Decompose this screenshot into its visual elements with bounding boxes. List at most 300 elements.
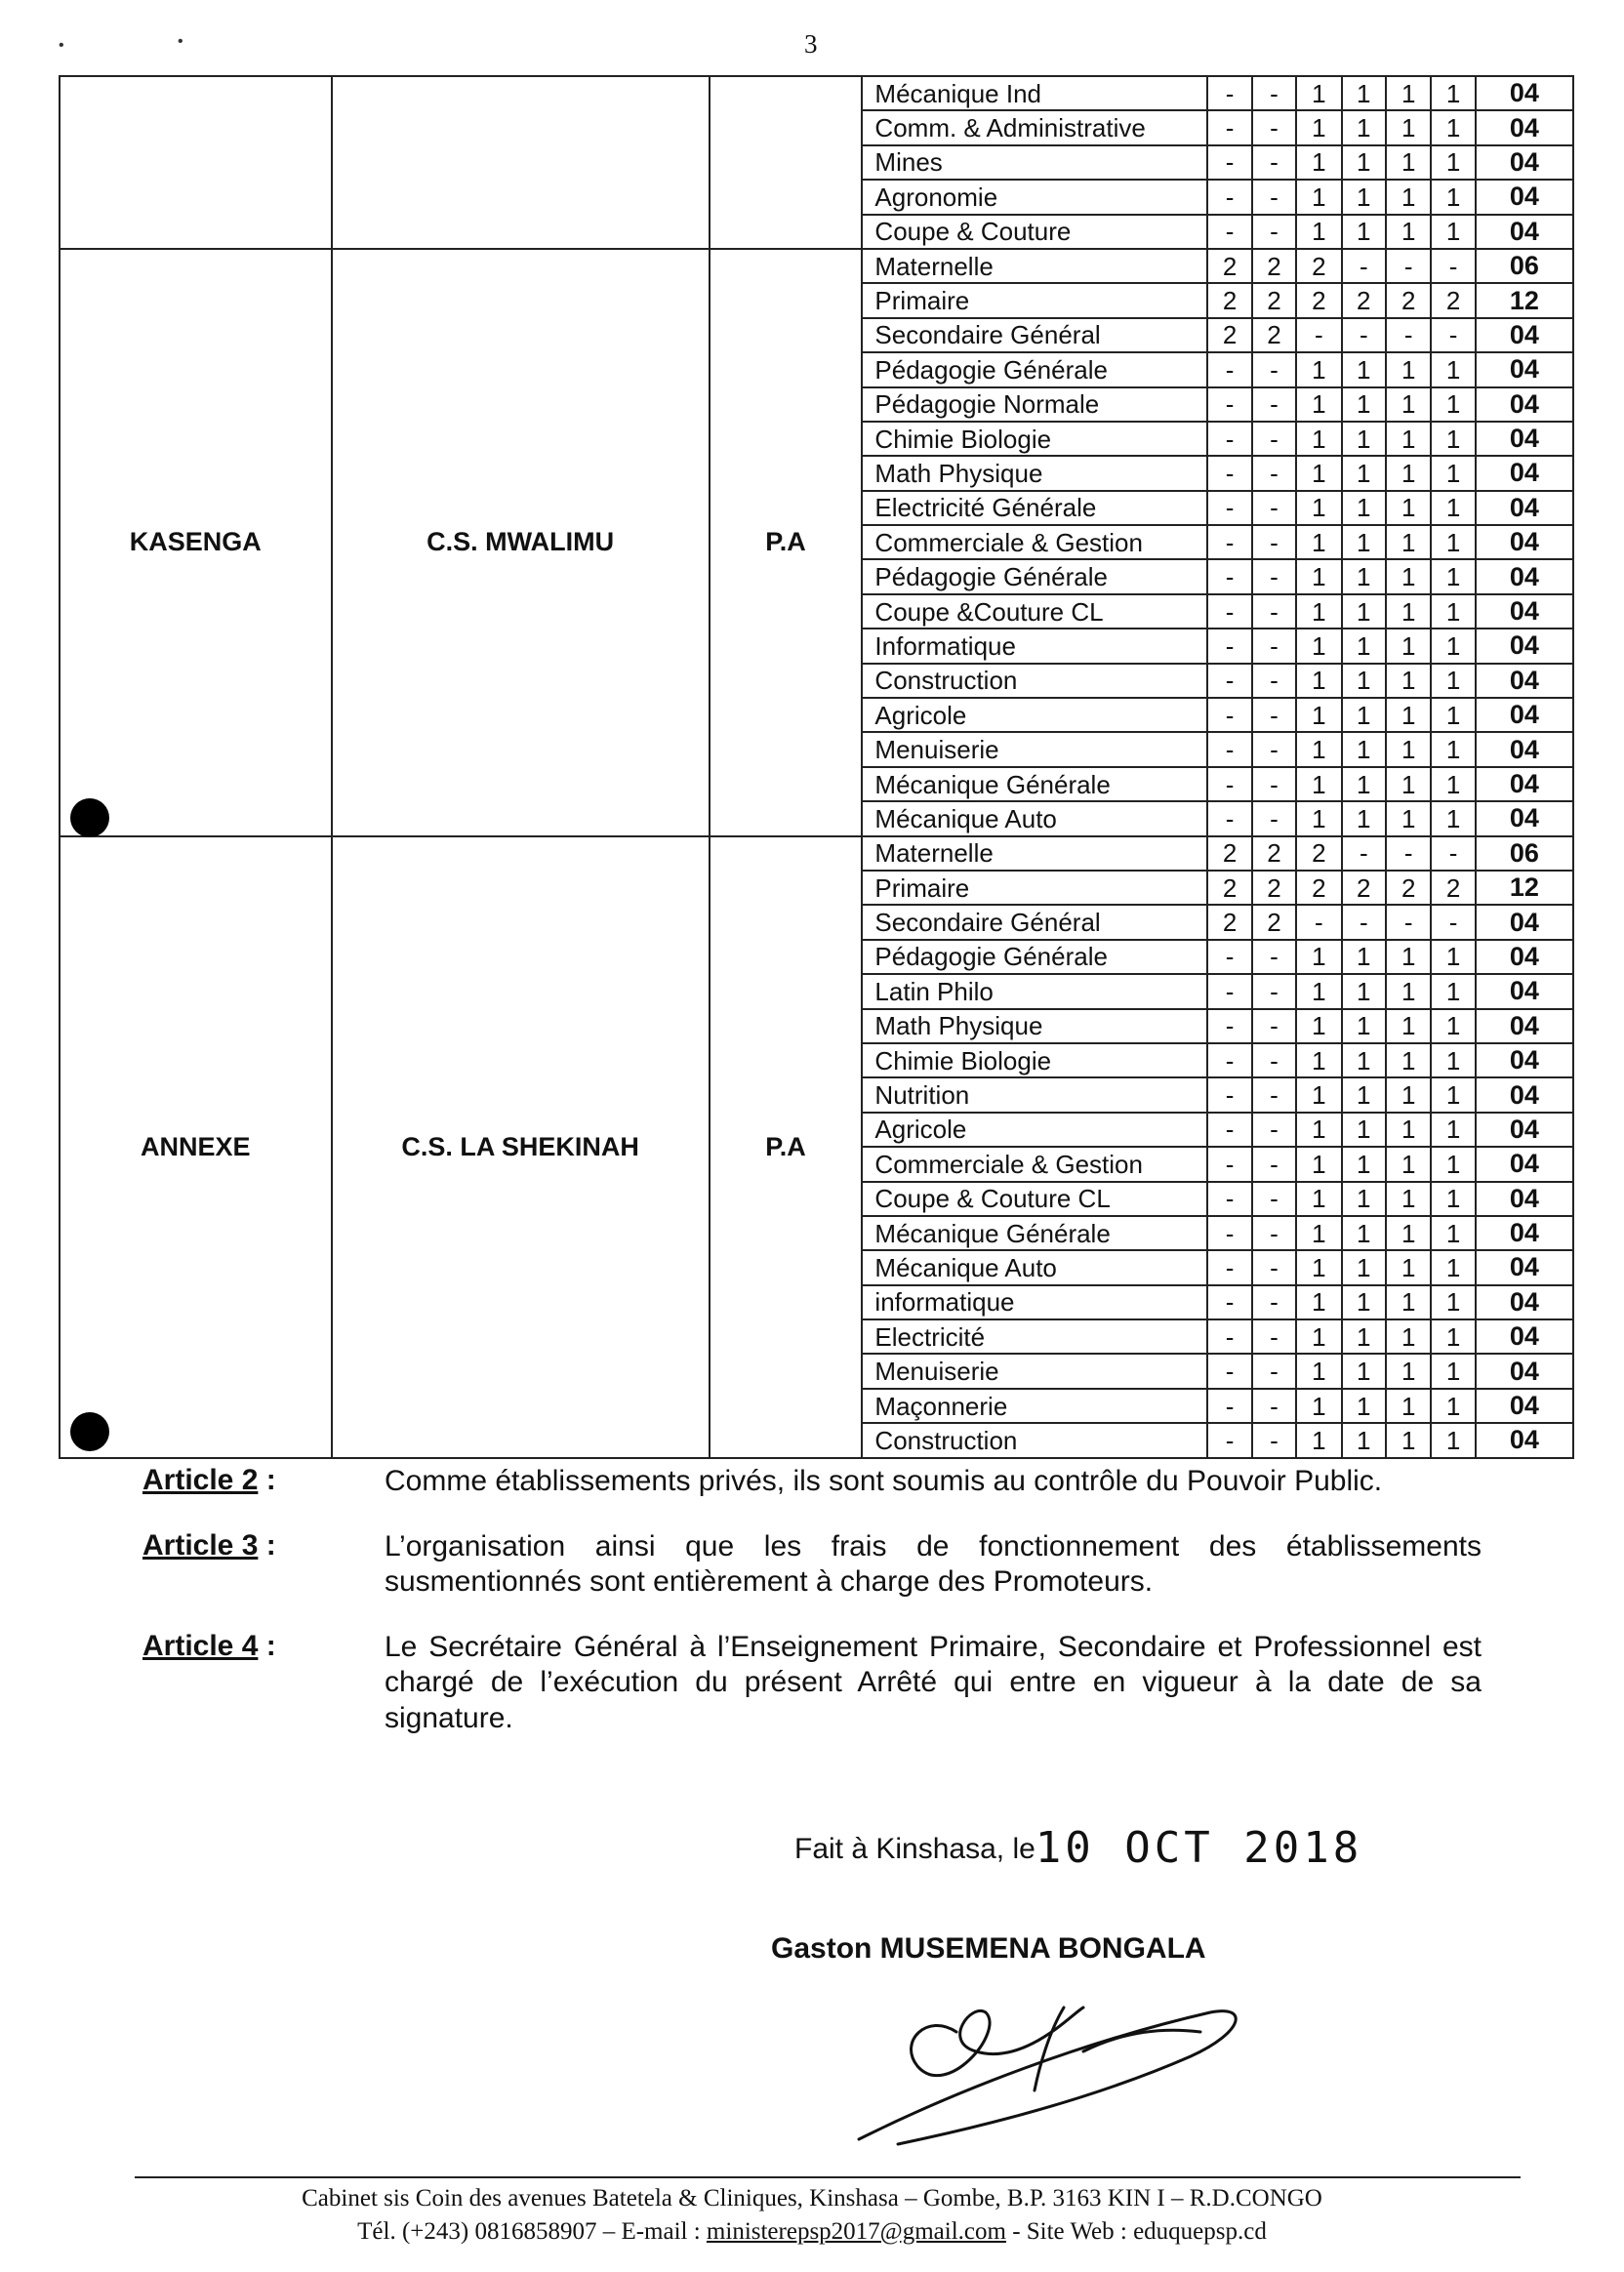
class-count-cell: 2 (1342, 283, 1386, 317)
total-cell: 04 (1476, 594, 1573, 629)
class-count-cell: - (1207, 629, 1251, 663)
class-count-cell: 1 (1296, 559, 1341, 593)
class-count-cell: - (1207, 1389, 1251, 1423)
class-count-cell: - (1207, 1043, 1251, 1077)
class-count-cell: 1 (1431, 594, 1475, 629)
class-count-cell: 1 (1386, 594, 1431, 629)
class-count-cell: 1 (1386, 1113, 1431, 1147)
article-label: Article 4 (142, 1629, 259, 1662)
class-count-cell: 1 (1342, 974, 1386, 1008)
regime-cell (710, 76, 863, 249)
class-count-cell: 1 (1431, 1250, 1475, 1284)
filiere-cell: Mécanique Générale (862, 1216, 1207, 1250)
class-count-cell: 1 (1296, 1216, 1341, 1250)
punch-hole (70, 1412, 109, 1451)
class-count-cell: - (1342, 249, 1386, 283)
class-count-cell: - (1252, 594, 1296, 629)
class-count-cell: 1 (1431, 456, 1475, 490)
class-count-cell: 1 (1431, 1389, 1475, 1423)
class-count-cell: 1 (1342, 664, 1386, 698)
total-cell: 04 (1476, 352, 1573, 386)
class-count-cell: - (1252, 1182, 1296, 1216)
class-count-cell: 1 (1342, 352, 1386, 386)
class-count-cell: 2 (1252, 905, 1296, 939)
article-4: Article 4 : Le Secrétaire Général à l’Enseignement Primaire, Secondaire et Professionnel est chargé de l’exécution du présent Arrêté qui entre en vigueur à la date de sa signature. (142, 1630, 1482, 1737)
class-count-cell: 1 (1431, 732, 1475, 766)
table-row (60, 76, 1573, 110)
article-text: Le Secrétaire Général à l’Enseignement Primaire, Secondaire et Professionnel est chargé de l’exécution du présent Arrêté qui entre en vigueur à la date de sa signature. (385, 1630, 1482, 1734)
class-count-cell: - (1207, 1354, 1251, 1388)
total-cell: 04 (1476, 767, 1573, 801)
class-count-cell: - (1207, 456, 1251, 490)
total-cell: 04 (1476, 525, 1573, 559)
commune-cell (60, 76, 332, 249)
class-count-cell: 1 (1386, 110, 1431, 144)
class-count-cell: 1 (1342, 422, 1386, 456)
class-count-cell: 1 (1342, 1182, 1386, 1216)
article-label: Article 3 (142, 1528, 259, 1562)
class-count-cell: - (1207, 422, 1251, 456)
filiere-cell: Construction (862, 664, 1207, 698)
class-count-cell: 1 (1431, 180, 1475, 214)
class-count-cell: 2 (1431, 871, 1475, 905)
class-count-cell: 1 (1431, 1319, 1475, 1354)
filiere-cell: Maternelle (862, 836, 1207, 871)
class-count-cell: 1 (1342, 1216, 1386, 1250)
class-count-cell: 1 (1296, 491, 1341, 525)
school-cell: C.S. MWALIMU (332, 249, 710, 836)
total-cell: 04 (1476, 1285, 1573, 1319)
commune-cell: ANNEXE (60, 836, 332, 1458)
class-count-cell: - (1252, 145, 1296, 180)
class-count-cell: - (1252, 456, 1296, 490)
class-count-cell: 1 (1386, 1077, 1431, 1112)
handwritten-signature (839, 1973, 1249, 2159)
footer (0, 2182, 1624, 2249)
class-count-cell: 1 (1296, 352, 1341, 386)
scan-mark: • (59, 37, 64, 54)
class-count-cell: - (1207, 974, 1251, 1008)
class-count-cell: 1 (1386, 422, 1431, 456)
class-count-cell: 1 (1431, 1009, 1475, 1043)
classes-table (59, 75, 1574, 1459)
class-count-cell: 2 (1296, 249, 1341, 283)
class-count-cell: 1 (1342, 76, 1386, 110)
filiere-cell: Maternelle (862, 249, 1207, 283)
class-count-cell: 1 (1386, 456, 1431, 490)
class-count-cell: 1 (1296, 698, 1341, 732)
filiere-cell: Secondaire Général (862, 318, 1207, 352)
class-count-cell: 1 (1386, 180, 1431, 214)
class-count-cell: 1 (1296, 1423, 1341, 1457)
class-count-cell: 1 (1386, 664, 1431, 698)
class-count-cell: 1 (1386, 525, 1431, 559)
class-count-cell: 1 (1386, 974, 1431, 1008)
class-count-cell: - (1386, 249, 1431, 283)
class-count-cell: 1 (1296, 664, 1341, 698)
class-count-cell: - (1207, 732, 1251, 766)
table-row (60, 836, 1573, 871)
class-count-cell: 1 (1296, 732, 1341, 766)
class-count-cell: 1 (1342, 1147, 1386, 1181)
class-count-cell: - (1207, 1147, 1251, 1181)
class-count-cell: 1 (1386, 1250, 1431, 1284)
class-count-cell: 1 (1386, 352, 1431, 386)
total-cell: 04 (1476, 1182, 1573, 1216)
filiere-cell: Pédagogie Normale (862, 387, 1207, 422)
class-count-cell: - (1252, 1250, 1296, 1284)
class-count-cell: 1 (1342, 732, 1386, 766)
class-count-cell: - (1386, 318, 1431, 352)
class-count-cell: - (1431, 905, 1475, 939)
class-count-cell: 1 (1296, 1077, 1341, 1112)
class-count-cell: 1 (1296, 801, 1341, 835)
total-cell: 04 (1476, 664, 1573, 698)
class-count-cell: - (1252, 110, 1296, 144)
filiere-cell: Latin Philo (862, 974, 1207, 1008)
class-count-cell: 1 (1386, 145, 1431, 180)
class-count-cell: - (1207, 698, 1251, 732)
total-cell: 04 (1476, 456, 1573, 490)
class-count-cell: 1 (1342, 1354, 1386, 1388)
class-count-cell: 1 (1296, 1389, 1341, 1423)
class-count-cell: - (1252, 525, 1296, 559)
class-count-cell: - (1207, 1285, 1251, 1319)
filiere-cell: Mécanique Auto (862, 1250, 1207, 1284)
class-count-cell: 1 (1431, 664, 1475, 698)
filiere-cell: Agricole (862, 698, 1207, 732)
filiere-cell: Comm. & Administrative (862, 110, 1207, 144)
class-count-cell: 1 (1296, 940, 1341, 974)
class-count-cell: - (1431, 318, 1475, 352)
class-count-cell: 1 (1342, 698, 1386, 732)
class-count-cell: 2 (1296, 283, 1341, 317)
class-count-cell: 1 (1431, 1113, 1475, 1147)
class-count-cell: 1 (1431, 1354, 1475, 1388)
total-cell: 04 (1476, 1319, 1573, 1354)
class-count-cell: 1 (1386, 215, 1431, 249)
filiere-cell: Mécanique Ind (862, 76, 1207, 110)
class-count-cell: 1 (1342, 594, 1386, 629)
class-count-cell: 2 (1207, 249, 1251, 283)
class-count-cell: 1 (1431, 767, 1475, 801)
total-cell: 04 (1476, 1113, 1573, 1147)
class-count-cell: - (1207, 594, 1251, 629)
class-count-cell: 2 (1296, 836, 1341, 871)
class-count-cell: 2 (1342, 871, 1386, 905)
class-count-cell: 2 (1207, 871, 1251, 905)
class-count-cell: 1 (1386, 940, 1431, 974)
class-count-cell: 1 (1342, 1389, 1386, 1423)
class-count-cell: 1 (1386, 1389, 1431, 1423)
article-text: Comme établissements privés, ils sont soumis au contrôle du Pouvoir Public. (385, 1465, 1383, 1497)
class-count-cell: - (1207, 1319, 1251, 1354)
filiere-cell: Agricole (862, 1113, 1207, 1147)
class-count-cell: - (1252, 664, 1296, 698)
class-count-cell: - (1296, 905, 1341, 939)
class-count-cell: 1 (1431, 145, 1475, 180)
article-2: Article 2 : Comme établissements privés, ils sont soumis au contrôle du Pouvoir Public. (142, 1464, 1482, 1500)
class-count-cell: - (1252, 629, 1296, 663)
class-count-cell: 1 (1296, 1113, 1341, 1147)
regime-cell: P.A (710, 249, 863, 836)
class-count-cell: - (1252, 1147, 1296, 1181)
total-cell: 04 (1476, 1077, 1573, 1112)
class-count-cell: 1 (1386, 1147, 1431, 1181)
filiere-cell: Mines (862, 145, 1207, 180)
filiere-cell: Math Physique (862, 1009, 1207, 1043)
filiere-cell: Menuiserie (862, 1354, 1207, 1388)
class-count-cell: 2 (1252, 318, 1296, 352)
class-count-cell: - (1342, 836, 1386, 871)
class-count-cell: 1 (1386, 698, 1431, 732)
page-number: 3 (804, 29, 818, 59)
filiere-cell: Coupe &Couture CL (862, 594, 1207, 629)
class-count-cell: 1 (1431, 352, 1475, 386)
class-count-cell: 1 (1342, 1319, 1386, 1354)
total-cell: 06 (1476, 249, 1573, 283)
class-count-cell: 1 (1431, 215, 1475, 249)
class-count-cell: 1 (1296, 1250, 1341, 1284)
class-count-cell: 1 (1431, 491, 1475, 525)
class-count-cell: - (1252, 698, 1296, 732)
footer-contact: Tél. (+243) 0816858907 – E-mail : ministerepsp2017@gmail.com - Site Web : eduquepsp.cd (357, 2217, 1267, 2245)
total-cell: 04 (1476, 1250, 1573, 1284)
class-count-cell: 1 (1386, 559, 1431, 593)
filiere-cell: Nutrition (862, 1077, 1207, 1112)
class-count-cell: 1 (1342, 180, 1386, 214)
class-count-cell: 1 (1342, 1043, 1386, 1077)
class-count-cell: - (1207, 387, 1251, 422)
total-cell: 04 (1476, 491, 1573, 525)
class-count-cell: - (1296, 318, 1341, 352)
class-count-cell: - (1431, 249, 1475, 283)
class-count-cell: - (1386, 905, 1431, 939)
total-cell: 04 (1476, 801, 1573, 835)
class-count-cell: 1 (1386, 491, 1431, 525)
class-count-cell: 1 (1342, 387, 1386, 422)
class-count-cell: - (1252, 422, 1296, 456)
class-count-cell: - (1207, 352, 1251, 386)
class-count-cell: 1 (1431, 525, 1475, 559)
class-count-cell: - (1252, 767, 1296, 801)
class-count-cell: 2 (1431, 283, 1475, 317)
class-count-cell: 1 (1386, 1285, 1431, 1319)
class-count-cell: 1 (1386, 732, 1431, 766)
class-count-cell: - (1207, 801, 1251, 835)
class-count-cell: - (1342, 318, 1386, 352)
total-cell: 04 (1476, 629, 1573, 663)
total-cell: 04 (1476, 1147, 1573, 1181)
total-cell: 04 (1476, 940, 1573, 974)
filiere-cell: Coupe & Couture CL (862, 1182, 1207, 1216)
school-cell (332, 76, 710, 249)
class-count-cell: 1 (1342, 940, 1386, 974)
total-cell: 04 (1476, 215, 1573, 249)
class-count-cell: 1 (1342, 801, 1386, 835)
class-count-cell: - (1252, 1216, 1296, 1250)
class-count-cell: 1 (1386, 1009, 1431, 1043)
class-count-cell: 1 (1342, 767, 1386, 801)
class-count-cell: 1 (1431, 559, 1475, 593)
class-count-cell: - (1252, 974, 1296, 1008)
article-label: Article 2 (142, 1464, 259, 1496)
filiere-cell: Pédagogie Générale (862, 352, 1207, 386)
class-count-cell: 1 (1431, 422, 1475, 456)
total-cell: 04 (1476, 698, 1573, 732)
class-count-cell: 1 (1296, 767, 1341, 801)
total-cell: 04 (1476, 1389, 1573, 1423)
class-count-cell: - (1207, 1077, 1251, 1112)
class-count-cell: - (1252, 1423, 1296, 1457)
filiere-cell: informatique (862, 1285, 1207, 1319)
class-count-cell: 1 (1296, 1009, 1341, 1043)
class-count-cell: 1 (1342, 456, 1386, 490)
total-cell: 12 (1476, 871, 1573, 905)
class-count-cell: 1 (1431, 387, 1475, 422)
table-body (60, 76, 1573, 1458)
class-count-cell: - (1252, 1043, 1296, 1077)
class-count-cell: 1 (1296, 1319, 1341, 1354)
class-count-cell: 1 (1386, 76, 1431, 110)
class-count-cell: - (1207, 145, 1251, 180)
class-count-cell: 1 (1296, 1043, 1341, 1077)
total-cell: 04 (1476, 1216, 1573, 1250)
class-count-cell: 2 (1252, 836, 1296, 871)
class-count-cell: 1 (1342, 1113, 1386, 1147)
class-count-cell: 1 (1431, 801, 1475, 835)
class-count-cell: 1 (1296, 215, 1341, 249)
table-row (60, 249, 1573, 283)
class-count-cell: - (1252, 76, 1296, 110)
total-cell: 04 (1476, 1423, 1573, 1457)
filiere-cell: Chimie Biologie (862, 1043, 1207, 1077)
class-count-cell: 2 (1207, 836, 1251, 871)
class-count-cell: 1 (1386, 1354, 1431, 1388)
class-count-cell: 1 (1296, 594, 1341, 629)
class-count-cell: 1 (1342, 110, 1386, 144)
class-count-cell: 1 (1296, 76, 1341, 110)
articles (142, 1464, 1482, 1766)
class-count-cell: - (1207, 1113, 1251, 1147)
class-count-cell: 1 (1342, 145, 1386, 180)
class-count-cell: 1 (1431, 1216, 1475, 1250)
class-count-cell: - (1252, 940, 1296, 974)
filiere-cell: Electricité (862, 1319, 1207, 1354)
filiere-cell: Electricité Générale (862, 491, 1207, 525)
commune-cell: KASENGA (60, 249, 332, 836)
class-count-cell: - (1252, 1009, 1296, 1043)
total-cell: 04 (1476, 180, 1573, 214)
class-count-cell: - (1207, 559, 1251, 593)
filiere-cell: Agronomie (862, 180, 1207, 214)
class-count-cell: 1 (1342, 1009, 1386, 1043)
class-count-cell: - (1252, 1113, 1296, 1147)
total-cell: 04 (1476, 110, 1573, 144)
class-count-cell: 1 (1431, 1077, 1475, 1112)
filiere-cell: Secondaire Général (862, 905, 1207, 939)
class-count-cell: 2 (1207, 905, 1251, 939)
class-count-cell: 1 (1386, 767, 1431, 801)
footer-email-link[interactable]: ministerepsp2017@gmail.com (706, 2217, 1006, 2245)
class-count-cell: 1 (1296, 110, 1341, 144)
class-count-cell: - (1207, 491, 1251, 525)
class-count-cell: 1 (1342, 559, 1386, 593)
footer-rule (135, 2176, 1521, 2178)
class-count-cell: 1 (1431, 1423, 1475, 1457)
class-count-cell: 2 (1252, 871, 1296, 905)
class-count-cell: - (1207, 940, 1251, 974)
total-cell: 04 (1476, 1043, 1573, 1077)
class-count-cell: 1 (1296, 1285, 1341, 1319)
filiere-cell: Pédagogie Générale (862, 940, 1207, 974)
class-count-cell: - (1207, 1216, 1251, 1250)
date-stamp: 10 OCT 2018 (1035, 1823, 1363, 1873)
filiere-cell: Pédagogie Générale (862, 559, 1207, 593)
scan-mark: • (178, 33, 183, 50)
class-count-cell: 1 (1296, 1354, 1341, 1388)
class-count-cell: 1 (1386, 629, 1431, 663)
class-count-cell: 1 (1431, 1182, 1475, 1216)
class-count-cell: 2 (1207, 318, 1251, 352)
total-cell: 04 (1476, 76, 1573, 110)
class-count-cell: 1 (1386, 1182, 1431, 1216)
class-count-cell: 1 (1431, 974, 1475, 1008)
filiere-cell: Math Physique (862, 456, 1207, 490)
class-count-cell: - (1207, 110, 1251, 144)
class-count-cell: 1 (1342, 1285, 1386, 1319)
class-count-cell: 1 (1386, 1216, 1431, 1250)
article-3: Article 3 : L’organisation ainsi que les frais de fonctionnement des établissements susmentionnés sont entièrement à charge des Promoteurs. (142, 1529, 1482, 1601)
total-cell: 04 (1476, 559, 1573, 593)
class-count-cell: - (1252, 215, 1296, 249)
total-cell: 04 (1476, 1009, 1573, 1043)
class-count-cell: 1 (1342, 1077, 1386, 1112)
class-count-cell: 1 (1342, 525, 1386, 559)
regime-cell: P.A (710, 836, 863, 1458)
class-count-cell: 2 (1386, 871, 1431, 905)
class-count-cell: 1 (1431, 76, 1475, 110)
class-count-cell: 1 (1386, 387, 1431, 422)
class-count-cell: - (1207, 215, 1251, 249)
class-count-cell: 1 (1342, 215, 1386, 249)
class-count-cell: 1 (1431, 1043, 1475, 1077)
school-cell: C.S. LA SHEKINAH (332, 836, 710, 1458)
class-count-cell: 1 (1431, 1285, 1475, 1319)
article-text: L’organisation ainsi que les frais de fonctionnement des établissements susmentionnés sont entièrement à charge des Promoteurs. (385, 1529, 1482, 1599)
total-cell: 04 (1476, 387, 1573, 422)
class-count-cell: 1 (1386, 1043, 1431, 1077)
footer-address: Cabinet sis Coin des avenues Batetela & Cliniques, Kinshasa – Gombe, B.P. 3163 KIN I – R.D.CONGO (302, 2185, 1322, 2211)
class-count-cell: 1 (1342, 629, 1386, 663)
class-count-cell: 1 (1296, 456, 1341, 490)
class-count-cell: - (1207, 767, 1251, 801)
class-count-cell: 1 (1386, 801, 1431, 835)
class-count-cell: - (1252, 1077, 1296, 1112)
class-count-cell: 1 (1342, 491, 1386, 525)
class-count-cell: 2 (1386, 283, 1431, 317)
class-count-cell: 1 (1431, 698, 1475, 732)
class-count-cell: - (1252, 559, 1296, 593)
class-count-cell: 1 (1431, 1147, 1475, 1181)
class-count-cell: - (1252, 387, 1296, 422)
class-count-cell: 1 (1296, 1147, 1341, 1181)
class-count-cell: - (1207, 664, 1251, 698)
filiere-cell: Chimie Biologie (862, 422, 1207, 456)
class-count-cell: 1 (1296, 525, 1341, 559)
class-count-cell: - (1207, 1423, 1251, 1457)
signoff (794, 1823, 1362, 1873)
